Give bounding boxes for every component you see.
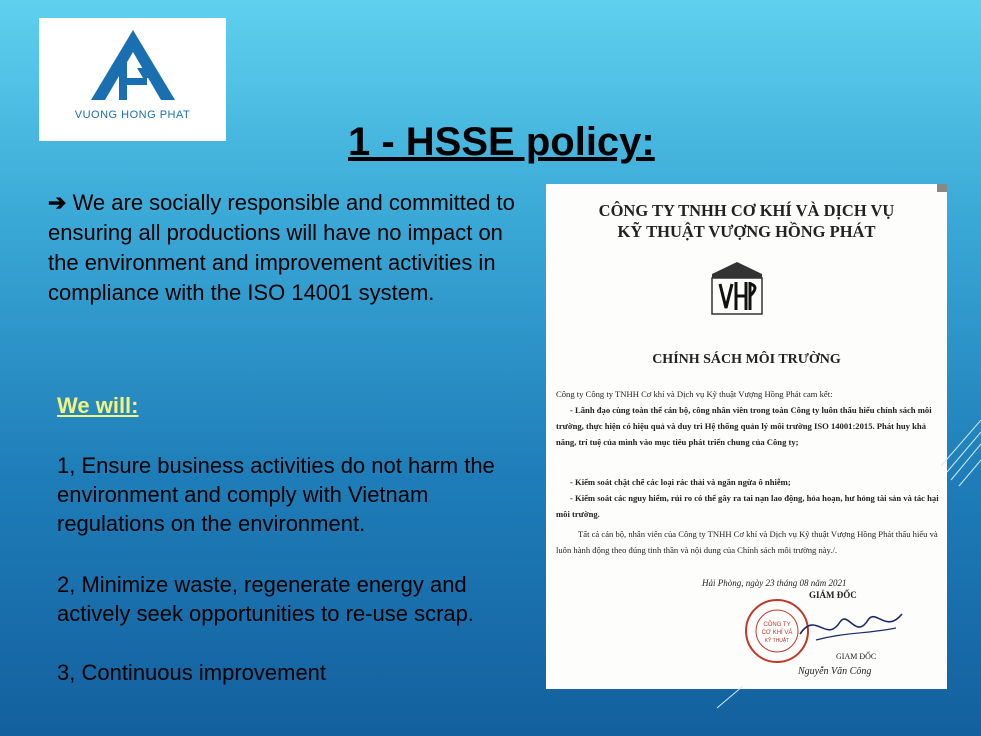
- we-will-heading: We will:: [57, 393, 139, 418]
- page-title: 1 - HSSE policy:: [348, 120, 655, 164]
- intro-paragraph: [48, 188, 518, 308]
- document-para-3: - Kiểm soát chặt chẽ các loại rác thải và ngăn ngừa ô nhiễm;: [570, 477, 791, 487]
- document-para-5: Tất cả cán bộ, nhân viên của Công ty TNHH Cơ khí và Dịch vụ Kỹ thuật Vượng Hồng Phát thấu hiểu và luôn hành động theo đúng tinh thần và nội dung của Chính sách môi trường này./.: [556, 529, 938, 555]
- policy-item-3: 3, Continuous improvement: [57, 660, 327, 685]
- right-arrow-icon: ➔: [48, 190, 67, 215]
- document-signer-role: GIÁM ĐỐC: [809, 590, 857, 600]
- document-date: Hải Phòng, ngày 23 tháng 08 năm 2021: [702, 578, 847, 588]
- decorative-lines-icon: [941, 420, 981, 530]
- document-company-name: [546, 200, 947, 242]
- policy-item-1: 1, Ensure business activities do not harm the environment and comply with Vietnam regulations on the environment.: [57, 453, 495, 536]
- document-title: CHÍNH SÁCH MÔI TRƯỜNG: [652, 352, 841, 367]
- svg-text:CÔNG TY: CÔNG TY: [763, 622, 791, 628]
- document-signer-role-2: GIAM ĐỐC: [836, 652, 877, 661]
- document-company-line2: KỸ THUẬT VƯỢNG HỒNG PHÁT: [617, 222, 876, 241]
- logo-text: VUONG HONG PHAT: [74, 109, 191, 121]
- company-logo: [39, 18, 226, 141]
- document-para-4: - Kiểm soát các nguy hiểm, rủi ro có thể gây ra tai nạn lao động, hỏa hoạn, hư hỏng tài sản và tác hại môi trường.: [556, 493, 939, 519]
- document-para-1: Công ty Công ty TNHH Cơ khí và Dịch vụ Kỹ thuật Vượng Hồng Phát cam kết:: [556, 389, 833, 399]
- policy-document-image: [546, 184, 947, 689]
- decorative-line-icon: [715, 686, 745, 710]
- intro-text: We are socially responsible and committed to ensuring all productions will have no impact on the environment and improvement activities in compliance with the ISO 14001 system.: [48, 190, 515, 305]
- policy-item-2: 2, Minimize waste, regenerate energy and actively seek opportunities to re-use scrap.: [57, 572, 474, 626]
- signature-icon: [796, 604, 906, 650]
- logo-mark-icon: [85, 28, 181, 108]
- document-para-2: - Lãnh đạo cùng toàn thể cán bộ, công nhân viên trong toàn Công ty luôn thấu hiểu chính sách môi trường, thực hiện có hiệu quả và duy trì Hệ thống quản lý môi trường ISO 14001:2015. Phát huy khả năng, trí tuệ của mình vào mục tiêu phát triển chung của Công ty;: [556, 405, 932, 447]
- svg-text:KỸ THUẬT: KỸ THUẬT: [764, 638, 790, 644]
- document-logo-icon: [706, 260, 768, 316]
- document-company-line1: CÔNG TY TNHH CƠ KHÍ VÀ DỊCH VỤ: [598, 201, 895, 220]
- svg-text:CƠ KHÍ VÀ: CƠ KHÍ VÀ: [761, 630, 793, 636]
- document-corner: [937, 184, 947, 192]
- document-signer-name: Nguyễn Văn Công: [798, 666, 872, 677]
